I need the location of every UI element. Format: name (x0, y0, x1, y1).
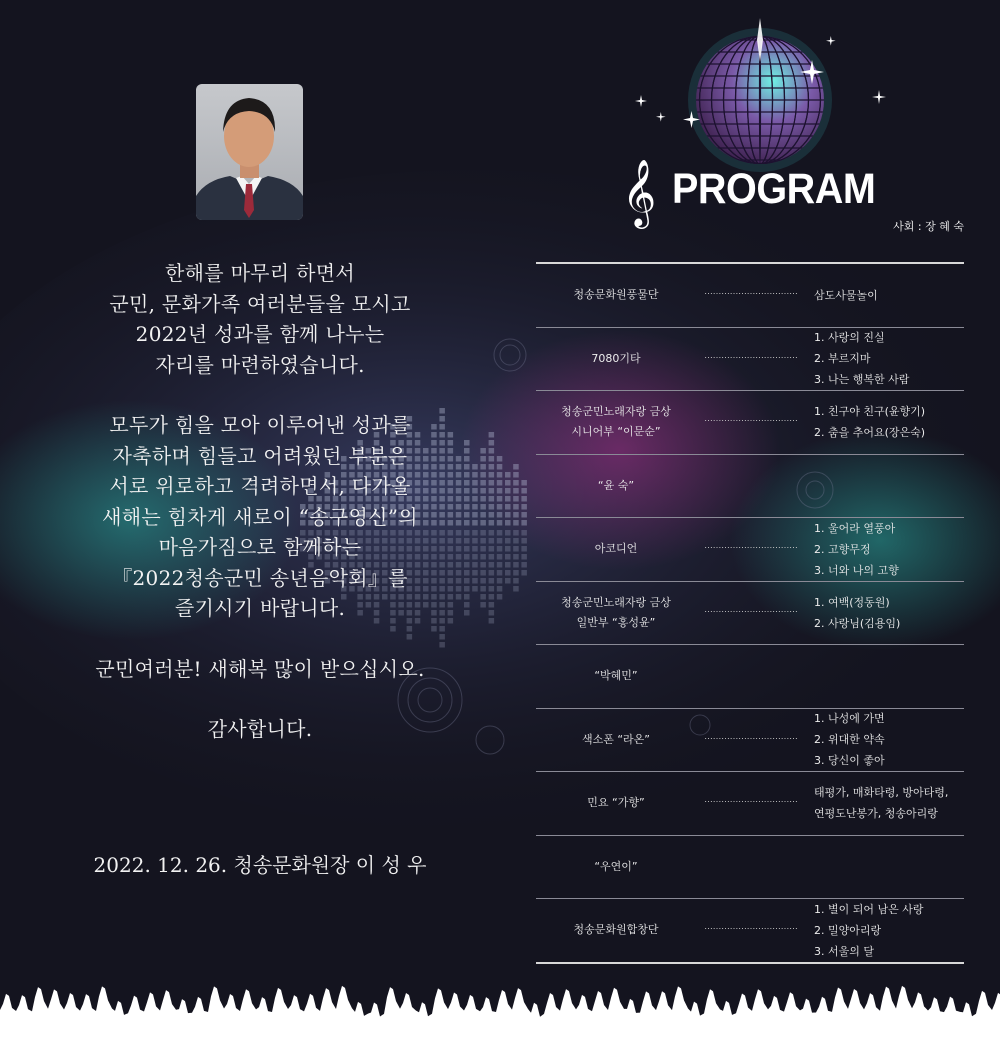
song-item: 2. 고향무정 (814, 542, 871, 556)
equalizer-block (513, 512, 519, 518)
letter-paragraph (40, 654, 480, 685)
letter-line: 서로 위로하고 격려하면서, 다가올 (109, 474, 411, 498)
equalizer-block (521, 546, 527, 552)
equalizer-block (489, 530, 495, 536)
equalizer-block (480, 448, 486, 454)
equalizer-block (489, 520, 495, 526)
song-list (814, 709, 964, 772)
equalizer-block (489, 432, 495, 438)
song-item: 3. 나는 행복한 사람 (814, 373, 910, 387)
performer (536, 455, 696, 518)
song-item: 1. 친구야 친구(윤향기) (814, 405, 926, 419)
equalizer-block (505, 538, 511, 544)
letter-signer: 청송문화원장 이 성 우 (233, 853, 427, 877)
equalizer-block (489, 546, 495, 552)
equalizer-block (513, 488, 519, 494)
equalizer-block (480, 520, 486, 526)
equalizer-block (480, 472, 486, 478)
equalizer-block (505, 472, 511, 478)
equalizer-block (497, 480, 503, 486)
song-list (814, 328, 964, 391)
song-item: 2. 밀양아리랑 (814, 923, 882, 937)
equalizer-block (497, 520, 503, 526)
performer (536, 264, 696, 327)
song-list (814, 772, 964, 835)
leader-dots: …………………………… (704, 286, 798, 297)
song-item: 2. 춤을 추어요(장은숙) (814, 426, 926, 440)
letter-line: 『2022청송군민 송년음악회』를 (112, 565, 408, 590)
song-item: 3. 너와 나의 고향 (814, 563, 899, 577)
equalizer-block (513, 530, 519, 536)
equalizer-block (521, 538, 527, 544)
equalizer-block (521, 504, 527, 510)
song-item: 1. 울어라 열풍아 (814, 521, 896, 535)
equalizer-block (489, 448, 495, 454)
leader-dots: …………………………… (704, 413, 798, 424)
song-item: 2. 부르지마 (814, 352, 871, 366)
leader-dots: …………………………… (704, 540, 798, 551)
equalizer-block (505, 554, 511, 560)
letter-signature (40, 850, 480, 881)
song-list (814, 264, 964, 327)
equalizer-block (505, 546, 511, 552)
equalizer-block (480, 594, 486, 600)
equalizer-block (489, 586, 495, 592)
equalizer-block (480, 586, 486, 592)
equalizer-block (497, 562, 503, 568)
program-row (536, 709, 964, 773)
letter-date: 2022. 12. 26. (93, 853, 228, 877)
equalizer-block (489, 554, 495, 560)
equalizer-block (480, 602, 486, 608)
equalizer-block (505, 520, 511, 526)
equalizer-block (505, 480, 511, 486)
equalizer-block (505, 504, 511, 510)
performer-line: 일반부 “홍성윤” (576, 615, 656, 629)
equalizer-block (497, 594, 503, 600)
equalizer-block (513, 504, 519, 510)
performer-line: 청송군민노래자랑 금상 (561, 405, 671, 419)
equalizer-block (480, 456, 486, 462)
performer (536, 582, 696, 645)
equalizer-block (513, 570, 519, 576)
song-list (814, 391, 964, 454)
equalizer-block (497, 538, 503, 544)
equalizer-block (489, 602, 495, 608)
letter-line: 마음가짐으로 함께하는 (158, 535, 362, 559)
performer (536, 772, 696, 835)
equalizer-block (505, 562, 511, 568)
letter-line: 자축하며 힘들고 어려웠던 부분은 (112, 443, 408, 468)
song-item: 1. 사랑의 진실 (814, 331, 885, 345)
program-row (536, 582, 964, 646)
equalizer-block (521, 530, 527, 536)
equalizer-block (480, 570, 486, 576)
letter-line: 즐기시기 바랍니다. (174, 596, 346, 620)
song-list (814, 899, 964, 962)
equalizer-block (513, 496, 519, 502)
equalizer-block (505, 578, 511, 584)
performer (536, 645, 696, 708)
equalizer-block (480, 488, 486, 494)
equalizer-block (489, 578, 495, 584)
equalizer-block (497, 530, 503, 536)
performer (536, 518, 696, 581)
program-row (536, 455, 964, 519)
equalizer-block (521, 570, 527, 576)
equalizer-block (497, 512, 503, 518)
equalizer-block (489, 512, 495, 518)
equalizer-block (489, 488, 495, 494)
performer-line: 7080기타 (591, 351, 641, 365)
equalizer-block (489, 594, 495, 600)
song-item: 태평가, 매화타령, 방아타령, (814, 786, 949, 800)
leader-dots: …………………………… (704, 349, 798, 360)
equalizer-block (513, 546, 519, 552)
program-row (536, 518, 964, 582)
equalizer-block (521, 480, 527, 486)
performer-line: 시니어부 “이문순” (571, 425, 661, 439)
equalizer-block (497, 570, 503, 576)
equalizer-block (513, 538, 519, 544)
song-item: 삼도사물놀이 (814, 288, 878, 302)
equalizer-block (505, 530, 511, 536)
treble-clef-icon: 𝄞 (622, 158, 657, 226)
letter-line: 2022년 성과를 함께 나누는 (135, 322, 385, 346)
letter-line: 군민, 문화가족 여러분들을 모시고 (109, 291, 411, 316)
program-row (536, 264, 964, 328)
performer (536, 836, 696, 899)
greeting-letter (40, 258, 480, 775)
equalizer-block (497, 496, 503, 502)
equalizer-block (489, 538, 495, 544)
equalizer-block (513, 586, 519, 592)
equalizer-block (521, 488, 527, 494)
equalizer-block (489, 480, 495, 486)
letter-line: 한해를 마무리 하면서 (165, 261, 355, 285)
performer-line: “윤 숙” (597, 478, 635, 492)
program-row (536, 836, 964, 900)
equalizer-block (489, 562, 495, 568)
leader-dots: …………………………… (704, 603, 798, 614)
equalizer-block (497, 456, 503, 462)
equalizer-block (489, 570, 495, 576)
equalizer-block (489, 440, 495, 446)
equalizer-block (480, 480, 486, 486)
equalizer-block (497, 546, 503, 552)
equalizer-block (521, 562, 527, 568)
letter-paragraph (40, 258, 480, 380)
performer-line: “우연이” (594, 859, 638, 873)
program-table (536, 262, 964, 964)
equalizer-block (480, 538, 486, 544)
equalizer-block (489, 472, 495, 478)
program-host: 사회 : 장 혜 숙 (893, 220, 964, 233)
performer (536, 899, 696, 962)
song-item: 2. 사랑님(김용임) (814, 616, 901, 630)
performer-line: 색소폰 “라온” (581, 732, 651, 746)
equalizer-block (480, 496, 486, 502)
equalizer-block (505, 488, 511, 494)
performer (536, 391, 696, 454)
performer (536, 328, 696, 391)
equalizer-block (521, 520, 527, 526)
program-row (536, 328, 964, 392)
song-item: 3. 서울의 달 (814, 944, 874, 958)
equalizer-block (480, 546, 486, 552)
letter-paragraph (40, 714, 480, 745)
equalizer-block (497, 504, 503, 510)
letter-line: 모두가 힘을 모아 이루어낸 성과를 (109, 413, 411, 437)
equalizer-block (489, 504, 495, 510)
equalizer-block (521, 496, 527, 502)
equalizer-block (513, 520, 519, 526)
performer-line: 청송군민노래자랑 금상 (561, 595, 671, 609)
equalizer-block (497, 554, 503, 560)
song-item: 1. 별이 되어 남은 사랑 (814, 902, 924, 916)
equalizer-block (480, 512, 486, 518)
equalizer-block (513, 578, 519, 584)
program-row (536, 899, 964, 964)
equalizer-block (497, 464, 503, 470)
equalizer-block (513, 472, 519, 478)
performer (536, 709, 696, 772)
program-row (536, 391, 964, 455)
equalizer-block (513, 562, 519, 568)
equalizer-block (513, 464, 519, 470)
program-title: PROGRAM (672, 165, 876, 213)
letter-line: 자리를 마련하였습니다. (155, 352, 365, 377)
equalizer-block (505, 512, 511, 518)
equalizer-block (480, 464, 486, 470)
equalizer-block (489, 610, 495, 616)
performer-line: “박혜민” (594, 669, 638, 683)
equalizer-block (480, 562, 486, 568)
equalizer-block (513, 554, 519, 560)
equalizer-block (480, 504, 486, 510)
equalizer-block (497, 472, 503, 478)
equalizer-block (521, 554, 527, 560)
song-item: 3. 당신이 좋아 (814, 754, 885, 768)
equalizer-block (480, 530, 486, 536)
equalizer-block (489, 496, 495, 502)
equalizer-block (480, 578, 486, 584)
letter-line: 감사합니다. (207, 717, 313, 741)
equalizer-block (497, 578, 503, 584)
letter-line: 새해는 힘차게 새로이 “송구영신”의 (102, 504, 418, 529)
song-list (814, 518, 964, 581)
performer-line: 청송문화원합창단 (573, 923, 659, 937)
performer-line: 민요 “가향” (587, 796, 645, 810)
song-item: 1. 여백(정동원) (814, 595, 890, 609)
performer-line: 청송문화원풍물단 (573, 288, 659, 302)
equalizer-block (505, 570, 511, 576)
person-icon (196, 84, 303, 220)
equalizer-block (480, 554, 486, 560)
leader-dots: …………………………… (704, 730, 798, 741)
program-row (536, 645, 964, 709)
leader-dots: …………………………… (704, 794, 798, 805)
letter-line: 군민여러분! 새해복 많이 받으십시오. (95, 656, 425, 681)
song-item: 1. 나성에 가면 (814, 712, 885, 726)
letter-paragraph (40, 410, 480, 624)
song-list (814, 582, 964, 645)
equalizer-block (505, 496, 511, 502)
program-row (536, 772, 964, 836)
song-item: 2. 위대한 약속 (814, 733, 885, 747)
equalizer-block (497, 586, 503, 592)
equalizer-block (489, 618, 495, 624)
portrait-photo (196, 84, 303, 220)
equalizer-block (489, 464, 495, 470)
performer-line: 아코디언 (594, 542, 638, 556)
leader-dots: …………………………… (704, 921, 798, 932)
equalizer-block (497, 488, 503, 494)
song-item: 연평도난봉가, 청송아리랑 (814, 807, 938, 821)
equalizer-block (489, 456, 495, 462)
equalizer-block (521, 512, 527, 518)
equalizer-block (513, 480, 519, 486)
